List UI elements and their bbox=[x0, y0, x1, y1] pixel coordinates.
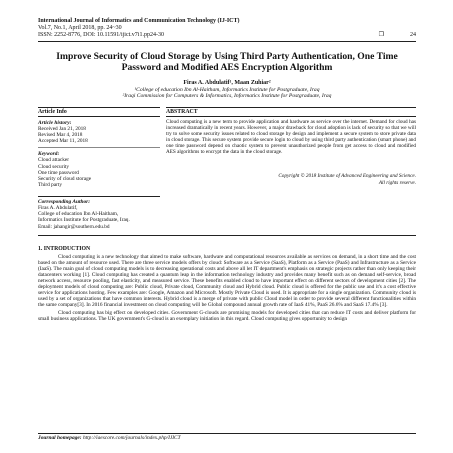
copyright-line: Copyright © 2018 Institute of Advanced Engineering and Science. bbox=[278, 173, 416, 180]
revised-date: Revised Mar 4, 2018 bbox=[38, 132, 83, 139]
header-rule bbox=[38, 41, 416, 42]
keyword-item: Third party bbox=[38, 181, 62, 188]
corresponding-author-info bbox=[38, 205, 160, 230]
article-info-column bbox=[38, 107, 160, 188]
abstract-text: Cloud computing is a new term to provide application and hardware as service over the internet. Demand for cloud has increased dramatically in recent years. However, a major drawback for cloud adoption is lack of security so that we will try to solve some security issues related to cloud storage by design and implement a secure system to store private data in cloud storage. This secure system provide secure login to cloud by using third party authentication (smart phone) and one time password depend on chaotic system to prevent unauthorized people from get access to cloud and modified AES algorithms to encrypt the data in the cloud storage. bbox=[166, 119, 416, 156]
journal-name: International Journal of Informatics and Communication Technology (IJ-ICT) bbox=[38, 18, 240, 24]
corr-email: Email: jahangir@southern.edu.bd bbox=[38, 223, 110, 230]
paper-page bbox=[38, 18, 416, 322]
corr-line: College of education Ibn Al-Haitham, bbox=[38, 211, 119, 218]
keyword-item: Cloud attacker bbox=[38, 157, 70, 164]
copyright-notice bbox=[166, 173, 416, 185]
journal-logo-icon: ❒ bbox=[378, 32, 384, 39]
homepage-label: Journal homepage: bbox=[38, 435, 82, 441]
affiliation-1: ¹College of education Ibn Al-Haitham, Informatics Institute for Postgraduate, Iraq bbox=[134, 86, 320, 93]
homepage-link[interactable]: http://iaescore.com/journals/index.php/IJICT bbox=[82, 435, 181, 441]
keyword-item: One time password bbox=[38, 169, 79, 176]
section-divider bbox=[38, 235, 416, 236]
rights-line: All rights reserve. bbox=[378, 179, 416, 186]
page-number: 24 bbox=[410, 32, 416, 39]
issn-line: ISSN: 2252-8776, DOI: 10.11591/ijict.v7i1.pp24-30 bbox=[38, 32, 164, 39]
received-date: Received Jan 21, 2018 bbox=[38, 126, 86, 133]
keyword-item: Security of cloud storage bbox=[38, 175, 92, 182]
keyword-item: Cloud security bbox=[38, 163, 70, 170]
keywords-label: Keyword: bbox=[38, 151, 60, 158]
intro-paragraph-1: Cloud computing is a new technology that aimed to make software, hardware and computational resources available as services on demand, in a short time and the cost based on the amount of resource used. There are three service models offers by cloud: Software as a Service (SaaS), Platform as a Service (PaaS) and Infrastructure as a Service (IaaS). The main goal of cloud computing models is to decreasing operational costs and above all let IT department's emphasis on strategic projects rather than only keeping their datacenters working [1]. Cloud computing has created a quantum leap in the information technology industry and provides many benefit such as on demand self-service, broad network access, resource pooling, fast elasticity, and measured service. These benefits enabled cloud to have important effect on different sectors of development cities [2]. The deployment models of cloud computing are: Public cloud, Private cloud, Community cloud and Hybrid cloud. Public cloud is offered for the public use and it's a cost effective service for applications hosting. Few examples are: Google, Amazon and Microsoft. Mostly Private Cloud is used. It is appropriate for a single organization. Community cloud is used by a set of organizations that have common interests. Hybrid cloud is a merge of private with public Cloud model in order to provide several different functionalities within the same company[3]. In 2016 financial investment on cloud computing will be Global compound annual growth rate of IaaS 41%, PaaS 26.6% and SaaS 17.4% [3]. bbox=[38, 253, 416, 309]
paper-authors: Firas A. Abdulatif¹, Maan Zuhiar² bbox=[183, 79, 271, 86]
intro-paragraph-2: Cloud computing has big effect on developed cities. Government G-clouds are promising models for developed cities that can reduce IT costs and deliver platform for small business applications. The UK government's G-cloud is an exemplary initiation in this regard. Cloud computing gives opportunity to design bbox=[38, 310, 416, 323]
paper-title: Improve Security of Cloud Storage by Using Third Party Authentication, One Time Password and Modified AES Encryption Algorithm bbox=[56, 50, 398, 74]
accepted-date: Accepted Mar 11, 2018 bbox=[38, 138, 88, 145]
corr-line: Firas A. Abdulatif, bbox=[38, 204, 78, 211]
issn-row bbox=[38, 32, 416, 39]
corresponding-author-label: Corresponding Author: bbox=[38, 196, 160, 205]
corr-line: Informatics Institute for Postgraduate, Iraq. bbox=[38, 217, 130, 224]
divider bbox=[38, 147, 160, 148]
volume-line: Vol.7, No.1, April 2018, pp. 24~30 bbox=[38, 25, 122, 32]
info-abstract-columns bbox=[38, 107, 416, 188]
abstract-heading: ABSTRACT bbox=[166, 107, 416, 117]
abstract-column bbox=[166, 107, 416, 188]
intro-heading: 1. INTRODUCTION bbox=[38, 245, 91, 252]
article-info-heading: Article Info bbox=[38, 107, 160, 117]
journal-header bbox=[38, 18, 416, 40]
history-label: Article history: bbox=[38, 120, 72, 127]
affiliation-2: ²Iraqi Commission for Computers & Informatics, Informatics Institute for Postgraduate, Iraq bbox=[122, 93, 332, 100]
page-footer bbox=[38, 433, 416, 441]
